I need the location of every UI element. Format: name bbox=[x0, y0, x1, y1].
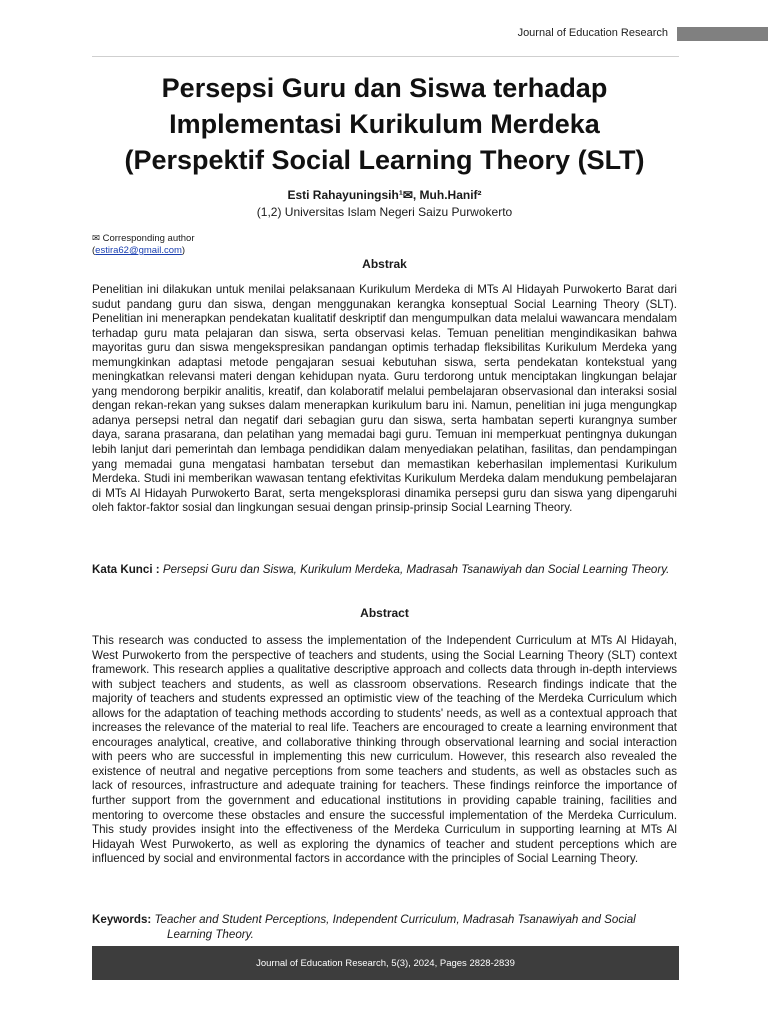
title-line-3: (Perspektif Social Learning Theory (SLT) bbox=[124, 145, 645, 175]
footer-citation-bar bbox=[92, 946, 679, 980]
author-affiliation: (1,2) Universitas Islam Negeri Saizu Purwokerto bbox=[256, 205, 513, 219]
email-link[interactable]: estira62@gmail.com bbox=[95, 245, 182, 256]
header-accent-bar bbox=[677, 27, 768, 41]
email-open-paren: ( bbox=[92, 245, 96, 256]
email-close-paren: ) bbox=[181, 245, 186, 256]
keywords bbox=[92, 913, 677, 942]
running-head-journal: Journal of Education Research bbox=[517, 27, 668, 39]
title-line-2: Implementasi Kurikulum Merdeka bbox=[169, 109, 600, 139]
abstrak-body: Penelitian ini dilakukan untuk menilai pelaksanaan Kurikulum Merdeka di MTs Al Hidayah Purwokerto Barat dari sudut pandang guru dan siswa, dengan menggunakan kerangka konseptual Social Learning Theory (SLT). Penelitian ini menerapkan pendekatan kualitatif deskriptif dan mengumpulkan data melalui wawancara mendalam terhadap guru mata pelajaran dan siswa, serta observasi kelas. Temuan penelitian mengindikasikan bahwa mayoritas guru dan siswa mengekspresikan pandangan optimis terhadap fleksibilitas Kurikulum Merdeka yang memungkinkan adaptasi metode pengajaran sesuai kebutuhan siswa, serta pendekatan kontekstual yang meningkatkan relevansi materi dengan kehidupan nyata. Guru terdorong untuk menciptakan lingkungan belajar yang mendorong berpikir analitis, kreatif, dan kolaboratif melalui pembelajaran observasional dan interaksi sosial dengan rekan-rekan yang sukses dalam menerapkan kurikulum baru ini. Namun, penelitian ini juga mengungkap adanya persepsi netral dan negatif dari sebagian guru dan siswa, serta hambatan seperti kurangnya sumber daya, sarana prasarana, dan pelatihan yang memadai bagi guru. Temuan ini memperkuat pentingnya dukungan lebih lanjut dari pemerintah dan lembaga pendidikan dalam menyediakan pelatihan, fasilitas, dan pendampingan yang memadai guna mengatasi hambatan tersebut dan memastikan keberhasilan implementasi Kurikulum Merdeka. Studi ini memberikan wawasan tentang efektivitas Kurikulum Merdeka dalam mendukung pembelajaran di MTs Al Hidayah Purwokerto Barat, serta mengeksplorasi dinamika persepsi guru dan siswa yang dipengaruhi oleh faktor-faktor sosial dan lingkungan sesuai dengan prinsip-prinsip Social Learning Theory. bbox=[92, 283, 677, 515]
abstrak-heading: Abstrak bbox=[362, 257, 407, 271]
abstract-body: This research was conducted to assess the implementation of the Independent Curriculum at MTs Al Hidayah, West Purwokerto from the perspective of teachers and students, using the Social Learning Theory (SLT) context framework. This research applies a qualitative descriptive approach and collects data through in-depth interviews with subject teachers and students, as well as classroom observations. Research findings indicate that the majority of teachers and students expressed an optimistic view of the teaching of the Merdeka Curriculum which allows for the adaptation of teaching methods according to students' needs, as well as a contextual approach that increases the relevance of the material to real life. Teachers are encouraged to create a learning environment that encourages analytical, creative, and collaborative thinking through observational learning and social interaction with peers who are successful in implementing this new curriculum. However, this research also revealed the existence of neutral and negative perceptions from some teachers and students, as well as obstacles such as lack of resources, infrastructure and adequate training for teachers. These findings reinforce the importance of further support from the government and educational institutions in providing capable training, facilities and mentoring to overcome these obstacles and ensure the successful implementation of the Merdeka Curriculum. This study provides insight into the effectiveness of the Merdeka Curriculum in supporting learning at MTs Al Hidayah West Purwokerto, as well as exploring the dynamics of teacher and student perceptions which are influenced by social and environmental factors in accordance with the principles of Social Learning Theory. bbox=[92, 634, 677, 866]
corresponding-author bbox=[92, 233, 195, 257]
footer-citation: Journal of Education Research, 5(3), 2024, Pages 2828-2839 bbox=[256, 957, 515, 969]
keywords-text: Teacher and Student Perceptions, Independent Curriculum, Madrasah Tsanawiyah and Social Learning Theory. bbox=[154, 913, 636, 941]
keywords-label: Keywords: bbox=[92, 913, 155, 926]
kata-kunci-label: Kata Kunci : bbox=[92, 563, 163, 576]
kata-kunci-text: Persepsi Guru dan Siswa, Kurikulum Merdeka, Madrasah Tsanawiyah dan Social Learning Theory. bbox=[162, 563, 670, 576]
corresponding-author-label: ✉ Corresponding author bbox=[92, 233, 195, 244]
abstract-heading: Abstract bbox=[360, 606, 409, 620]
paper-title bbox=[92, 70, 677, 178]
corresponding-author-email-line bbox=[92, 245, 195, 257]
header-divider bbox=[92, 56, 679, 57]
author-list: Esti Rahayuningsih¹✉, Muh.Hanif² bbox=[287, 188, 482, 202]
kata-kunci bbox=[92, 563, 677, 578]
title-line-1: Persepsi Guru dan Siswa terhadap bbox=[161, 73, 608, 103]
